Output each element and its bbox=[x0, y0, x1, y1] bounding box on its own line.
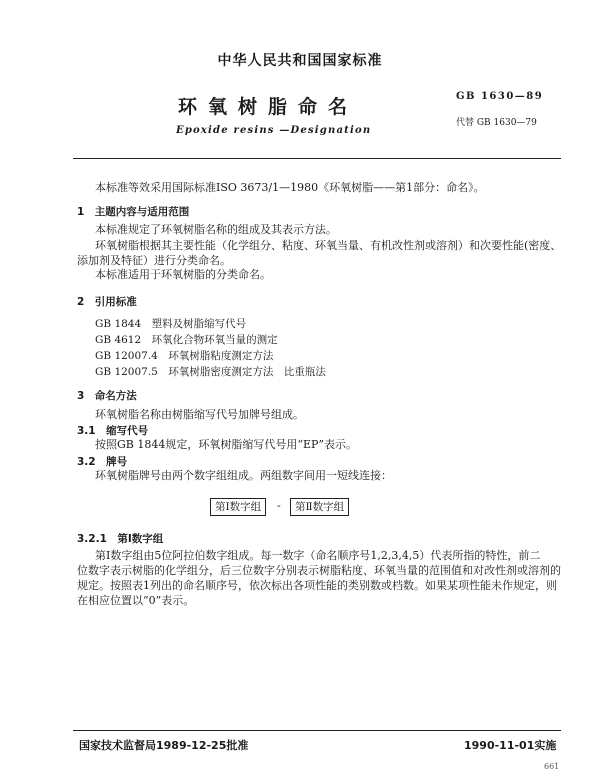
digit-group-2-box: 第Ⅱ数字组 bbox=[290, 498, 349, 516]
section-3-2-heading: 3.2 牌号 bbox=[77, 456, 128, 468]
section-3-2-paragraph: 环氧树脂牌号由两个数字组组成。两组数字间用一短线连接： bbox=[95, 469, 392, 482]
section-3-2-1-line-1: 第Ⅰ数字组由5位阿拉伯数字组成。每一数字（命名顺序号1,2,3,4,5）代表所指的特性，前二 bbox=[95, 549, 541, 562]
replaces-standard: 代替 GB 1630—79 bbox=[456, 118, 537, 128]
section-3-2-1-line-4: 在相应位置以“0”表示。 bbox=[77, 594, 195, 607]
section-3-paragraph: 环氧树脂名称由树脂缩写代号加牌号组成。 bbox=[95, 408, 304, 421]
intro-paragraph: 本标准等效采用国际标准ISO 3673/1—1980《环氧树脂——第1部分：命名》。 bbox=[95, 181, 485, 194]
section-3-1-heading: 3.1 缩写代号 bbox=[77, 425, 149, 437]
section-1-paragraph-3: 本标准适用于环氧树脂的分类命名。 bbox=[95, 268, 271, 281]
grade-structure-diagram bbox=[210, 498, 360, 518]
section-1-paragraph-2-continued: 添加剂及特征）进行分类命名。 bbox=[77, 254, 231, 267]
reference-item: GB 12007.5 环氧树脂密度测定方法 比重瓶法 bbox=[95, 366, 326, 378]
page-number: 661 bbox=[544, 762, 560, 771]
reference-item: GB 4612 环氧化合物环氧当量的测定 bbox=[95, 334, 278, 346]
group-separator-dash: - bbox=[277, 499, 281, 512]
header-rule bbox=[73, 158, 561, 159]
section-3-2-1-line-3: 规定。按照表1列出的命名顺序号，依次标出各项性能的类别数或档数。如果某项性能未作规定，则 bbox=[77, 579, 557, 592]
digit-group-1-box: 第Ⅰ数字组 bbox=[210, 498, 266, 516]
section-1-paragraph-2: 环氧树脂根据其主要性能（化学组分、粘度、环氧当量、有机改性剂或溶剂）和次要性能(密度、 bbox=[95, 239, 562, 252]
standard-code: GB 1630—89 bbox=[456, 91, 544, 102]
section-3-2-1-line-2: 位数字表示树脂的化学组分，后三位数字分别表示树脂粘度、环氧当量的范围值和对改性剂或溶剂的 bbox=[77, 564, 561, 577]
section-1-paragraph-1: 本标准规定了环氧树脂名称的组成及其表示方法。 bbox=[95, 223, 337, 236]
approval-date: 国家技术监督局1989-12-25批准 bbox=[79, 739, 249, 752]
standard-title-chinese: 环氧树脂命名 bbox=[178, 96, 359, 118]
section-3-1-paragraph: 按照GB 1844规定，环氧树脂缩写代号用“EP”表示。 bbox=[95, 438, 358, 451]
section-1-heading: 1 主题内容与适用范围 bbox=[77, 206, 190, 218]
footer-rule bbox=[73, 730, 561, 731]
section-2-heading: 2 引用标准 bbox=[77, 296, 137, 308]
reference-item: GB 12007.4 环氧树脂粘度测定方法 bbox=[95, 350, 274, 362]
section-3-2-1-heading: 3.2.1 第Ⅰ数字组 bbox=[77, 533, 164, 545]
reference-item: GB 1844 塑料及树脂缩写代号 bbox=[95, 318, 247, 330]
issuing-authority: 中华人民共和国国家标准 bbox=[217, 53, 383, 69]
standard-title-english: Epoxide resins —Designation bbox=[176, 125, 372, 136]
section-3-heading: 3 命名方法 bbox=[77, 390, 137, 402]
implementation-date: 1990-11-01实施 bbox=[464, 739, 557, 752]
